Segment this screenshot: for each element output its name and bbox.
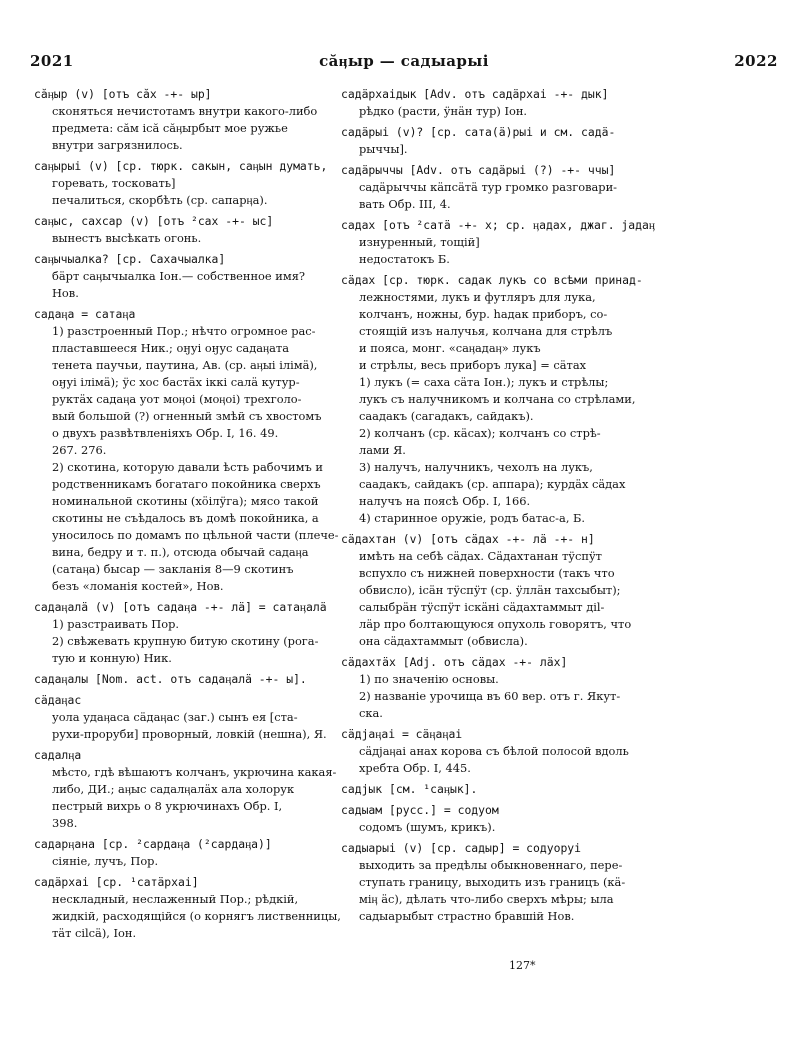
right-column (341, 86, 655, 925)
left_column-line: уола удаӊаса сӓдаӊас (заг.) сынъ ея [ста- (52, 710, 298, 724)
left_column-line: саӊырыі (v) [ср. тюрк. сакын, саӊын думать, (34, 159, 328, 173)
right_column-line: сӓдахтан (v) [отъ сӓдах -+- лӓ -+- н] (341, 532, 595, 546)
right_column-line: садӓрхаідык [Adv. отъ садӓрхаі -+- дык] (341, 87, 609, 101)
right_column-line: стоящій изъ налучья, колчана для стрѣлъ (359, 324, 613, 338)
left_column-line: либо, ДИ.; аӊыс садалӊалӓх ала холорук (52, 782, 295, 796)
right_column-line: садыарыі (v) [ср. садыр] = содуоруі (341, 841, 582, 855)
right_column-line: лӓр про болтающуюся опухоль говорятъ, что (359, 617, 632, 631)
right_column-line: хребта Обр. І, 445. (359, 761, 471, 775)
right_column-line: и пояса, монг. «саӊадаӊ» лукъ (359, 341, 541, 355)
right_column-line: садӓрыччы [Adv. отъ садӓрыі (?) -+- ччы] (341, 163, 616, 177)
left_column-line: Нов. (52, 286, 79, 300)
right_column-line: налучъ на поясѣ Обр. І, 166. (359, 494, 531, 508)
right_column-line: сӓдахтӓх [Adj. отъ сӓдах -+- лӓх] (341, 655, 568, 669)
right_column-line: колчанъ, ножны, бур. һадак приборъ, со- (359, 307, 608, 321)
right_column-line: саадакъ, сайдакъ (ср. аппара); курдӓх сӓдах (359, 477, 626, 491)
left_column-line: печалиться, скорбѣть (ср. сапарӊа). (52, 193, 268, 207)
left_column-line: сӑӊыр (v) [отъ сӑх -+- ыр] (34, 87, 212, 101)
left_column-line: вина, бедру и т. п.), отсюда обычай садаӊа (52, 545, 309, 559)
right_column-line: ступать границу, выходить изъ границъ (кӓ- (359, 875, 626, 889)
right_column-line: вспухло съ нижней поверхности (такъ что (359, 566, 615, 580)
left_column-line: сіяніе, лучъ, Пор. (52, 854, 159, 868)
left_column-line: садӓрхаі [ср. ¹сатӓрхаі] (34, 875, 199, 889)
right_column-line: изнуренный, тощій] (359, 235, 480, 249)
right_column-line: сӓдјаӊаі = сӓӊаӊаі (341, 727, 463, 741)
page-number-left: 2021 (30, 52, 74, 70)
left_column-line: 267. 276. (52, 443, 107, 457)
signature-mark: 127* (509, 959, 536, 972)
right_column-line: міӊ ӓс), дѣлать что-либо сверхъ мѣры; ыла (359, 892, 614, 906)
right_column-line: садјык [см. ¹саӊык]. (341, 782, 478, 796)
left_column-line: 1) разстраивать Пор. (52, 617, 179, 631)
right_column-line: выходить за предѣлы обыкновеннаго, пере- (359, 858, 623, 872)
right_column-line: 3) налучъ, налучникъ, чехолъ на лукъ, (359, 460, 593, 474)
left_column-line: тую и конную) Ник. (52, 651, 172, 665)
right_column-line: рѣдко (расти, ӱнӓн тур) Іон. (359, 104, 528, 118)
page-number-right: 2022 (734, 52, 778, 70)
left_column-line: горевать, тосковать] (52, 176, 176, 190)
left_column-line: 398. (52, 816, 78, 830)
right_column-line: садӓрыччы кӓпсӓтӓ тур громко разговари- (359, 180, 618, 194)
right_column-line: садыам [русс.] = содуом (341, 803, 499, 817)
left-column (34, 86, 341, 942)
right_column-line: 2) названіе урочища въ 60 вер. отъ г. Якут- (359, 689, 621, 703)
right_column-line: рыччы]. (359, 142, 408, 156)
left_column-line: номинальной скотины (хӧілӱга); мясо такой (52, 494, 319, 508)
right_column-line: садах [отъ ²сатӓ -+- х; ср. ӊадах, джаг. јадаӊ (341, 218, 655, 232)
left_column-line: о двухъ развѣтвленіяхъ Обр. І, 16. 49. (52, 426, 279, 440)
left_column-line: тенета паучьи, паутина, Ав. (ср. аӊыі ілімӓ), (52, 358, 318, 372)
right_column-line: саадакъ (сагадакъ, сайдакъ). (359, 409, 534, 423)
right_column-line: лукъ съ налучникомъ и колчана со стрѣлами, (359, 392, 636, 406)
right_column-line: она сӓдахтаммыт (обвисла). (359, 634, 528, 648)
left_column-line: 2) скотина, которую давали ѣсть рабочимъ и (52, 460, 323, 474)
left_column-line: (сатаӊа) бысар — закланія 8—9 скотинъ (52, 562, 294, 576)
right_column-line: 1) по значенію основы. (359, 672, 499, 686)
right_column-line: лами Я. (359, 443, 406, 457)
right_column-line: ска. (359, 706, 383, 720)
left_column-line: нескладный, неслаженный Пор.; рѣдкій, (52, 892, 299, 906)
left_column-line: руктӓх садаӊа уот моӊоі (моӊоі) трехголо- (52, 392, 302, 406)
left_column-line: сконяться нечистотамъ внутри какого-либо (52, 104, 318, 118)
left_column-line: оӈуі ілімӓ); ӱс хос бастӓх іккі салӓ кутур- (52, 375, 300, 389)
left_column-line: садаӊа = сатаӊа (34, 307, 136, 321)
right_column-line: вать Обр. ІІІ, 4. (359, 197, 451, 211)
right_column-line: салыбрӓн тӱспӱт іскӓні сӓдахтаммыт діl- (359, 600, 605, 614)
left_column-line: родственникамъ богатаго покойника сверхъ (52, 477, 321, 491)
right_column-line: сӓдах [ср. тюрк. садак лукъ со всѣми принад- (341, 273, 643, 287)
left_column-line: 2) свѣжевать крупную битую скотину (рога- (52, 634, 319, 648)
right_column-line: садыарыбыт страстно бравшій Нов. (359, 909, 575, 923)
left_column-line: уносилось по домамъ по цѣльной части (плече- (52, 528, 339, 542)
left_column-line: саӊычыалка? [ср. Сахачыалка] (34, 252, 226, 266)
right_column-line: лежностями, лукъ и футляръ для лука, (359, 290, 596, 304)
right_column-line: имѣть на себѣ сӓдах. Сӓдахтанан тӱспӱт (359, 549, 602, 563)
left_column-line: садарӊана [ср. ²сардаӊа (²сардаӊа)] (34, 837, 272, 851)
page-header (30, 52, 778, 76)
left_column-line: скотины не съѣдалось въ домѣ покойника, а (52, 511, 319, 525)
left_column-line: внутри загрязнилось. (52, 138, 183, 152)
left_column-line: жидкій, расходящійся (о корнягъ лиственницы, (52, 909, 341, 923)
left_column-line: безъ «ломанія костей», Нов. (52, 579, 224, 593)
left_column-line: рухи-проруби] проворный, ловкій (нешна), Я. (52, 727, 327, 741)
right_column-line: садӓрыі (v)? [ср. сата(ӓ)рыі и см. садӓ- (341, 125, 616, 139)
left_column-line: пластавшееся Ник.; оӈуі оӈус садаӊата (52, 341, 290, 355)
right_column-line: сӓдјаӊаі анах корова съ бѣлой полосой вдоль (359, 744, 629, 758)
left_column-line: тӓт сіlсӓ), Іон. (52, 926, 137, 940)
left_column-line: вынестъ высѣкать огонь. (52, 231, 202, 245)
left_column-line: садалӊа (34, 748, 82, 762)
right_column-line: 2) колчанъ (ср. кӓсах); колчанъ со стрѣ- (359, 426, 601, 440)
right_column-line: недостатокъ Б. (359, 252, 450, 266)
left_column-line: сӓдаӊас (34, 693, 82, 707)
left_column-line: пестрый вихрь о 8 укрючинахъ Обр. І, (52, 799, 283, 813)
left_column-line: саӊыс, сахсар (v) [отъ ²сах -+- ыс] (34, 214, 274, 228)
left_column-line: предмета: сӑм ісӑ сӑӊырбыт мое ружье (52, 121, 288, 135)
right_column-line: 4) старинное оружіе, родъ батас-а, Б. (359, 511, 586, 525)
right_column-line: и стрѣлы, весь приборъ лука] = сӓтах (359, 358, 587, 372)
left_column-line: вый большой (?) огненный змѣй съ хвостомъ (52, 409, 322, 423)
left_column-line: мѣсто, гдѣ вѣшаютъ колчанъ, укрючина какая- (52, 765, 337, 779)
left_column-line: 1) разстроенный Пор.; нѣчто огромное рас- (52, 324, 316, 338)
left_column-line: садаӊалы [Nom. act. отъ садаӊалӓ -+- ы]. (34, 672, 307, 686)
right_column-line: 1) лукъ (= саха сӓта Іон.); лукъ и стрѣлы; (359, 375, 609, 389)
right_column-line: содомъ (шумъ, крикъ). (359, 820, 496, 834)
left_column-line: бӓрт саӊычыалка Іон.— собственное имя? (52, 269, 306, 283)
running-title: сӑӊыр — садыарыі (319, 52, 489, 70)
left_column-line: садаӊалӓ (v) [отъ садаӊа -+- лӓ] = сатаӊалӓ (34, 600, 327, 614)
right_column-line: обвисло), ісӓн тӱспӱт (ср. ӱллӓн тахсыбыт); (359, 583, 621, 597)
